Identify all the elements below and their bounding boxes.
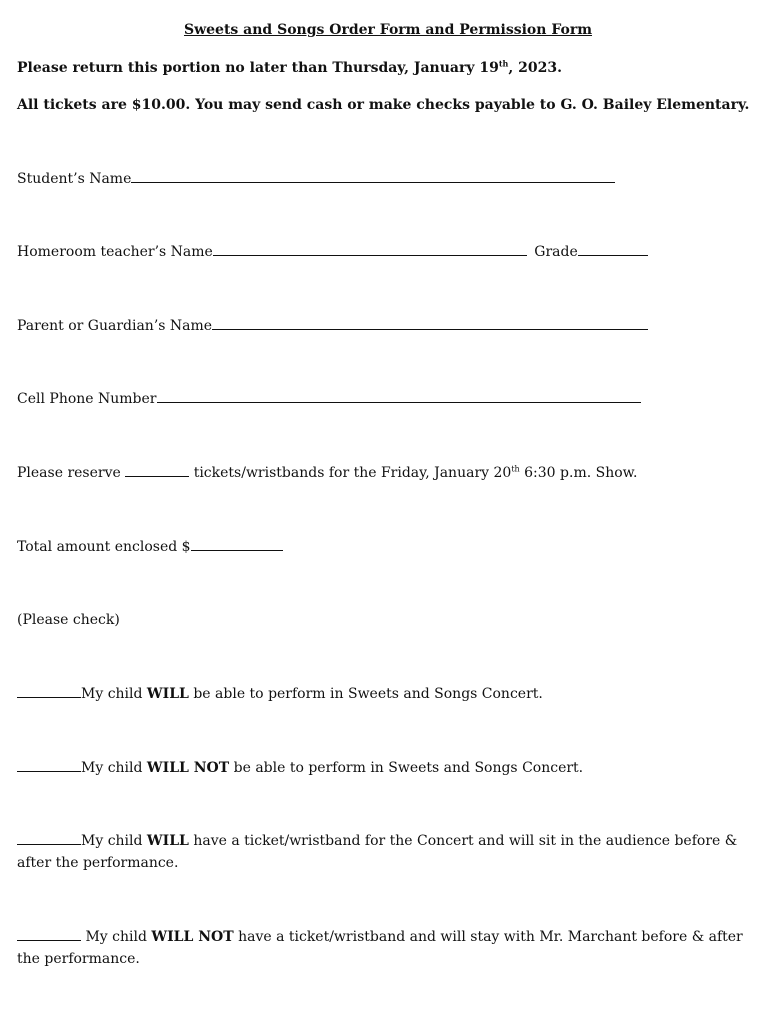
return-deadline: Please return this portion no later than Thursday, January 19th, 2023. xyxy=(17,58,562,76)
cell-phone-line[interactable] xyxy=(157,401,641,403)
ticket-price-notice: All tickets are $10.00. You may send cash or make checks payable to G. O. Bailey Elementary. xyxy=(17,97,750,113)
student-name-field xyxy=(17,171,615,187)
homeroom-teacher-label: Homeroom teacher’s Name xyxy=(17,244,213,260)
ticket-count-line[interactable] xyxy=(125,475,189,477)
total-amount-label: Total amount enclosed $ xyxy=(17,539,191,555)
student-name-line[interactable] xyxy=(131,181,615,183)
form-title: Sweets and Songs Order Form and Permission Form xyxy=(183,22,593,38)
check-line-will-not-perform[interactable] xyxy=(17,770,81,772)
please-check-label: (Please check) xyxy=(17,612,120,628)
parent-name-line[interactable] xyxy=(212,328,648,330)
check-line-will-perform[interactable] xyxy=(17,696,81,698)
option-will-not-perform: My child WILL NOT be able to perform in Sweets and Songs Concert. xyxy=(17,760,583,776)
homeroom-teacher-line[interactable] xyxy=(213,254,527,256)
reserve-tickets-line: Please reserve tickets/wristbands for the Friday, January 20th 6:30 p.m. Show. xyxy=(17,464,638,481)
grade-line[interactable] xyxy=(578,254,648,256)
student-name-label: Student’s Name xyxy=(17,171,132,187)
total-amount-field xyxy=(17,539,283,555)
parent-name-label: Parent or Guardian’s Name xyxy=(17,318,213,334)
option-will-not-have-ticket: My child WILL NOT have a ticket/wristband and will stay with Mr. Marchant before & after the performance. xyxy=(17,929,743,967)
total-amount-line[interactable] xyxy=(191,549,283,551)
grade-label: Grade xyxy=(534,244,578,260)
option-will-perform: My child WILL be able to perform in Sweets and Songs Concert. xyxy=(17,686,543,702)
parent-name-field xyxy=(17,318,648,334)
check-line-will-have-ticket[interactable] xyxy=(17,843,81,845)
homeroom-teacher-field xyxy=(17,244,648,260)
cell-phone-field xyxy=(17,391,641,407)
option-will-have-ticket: My child WILL have a ticket/wristband for the Concert and will sit in the audience before & after the performance. xyxy=(17,833,738,871)
check-line-will-not-have-ticket[interactable] xyxy=(17,939,81,941)
cell-phone-label: Cell Phone Number xyxy=(17,391,157,407)
